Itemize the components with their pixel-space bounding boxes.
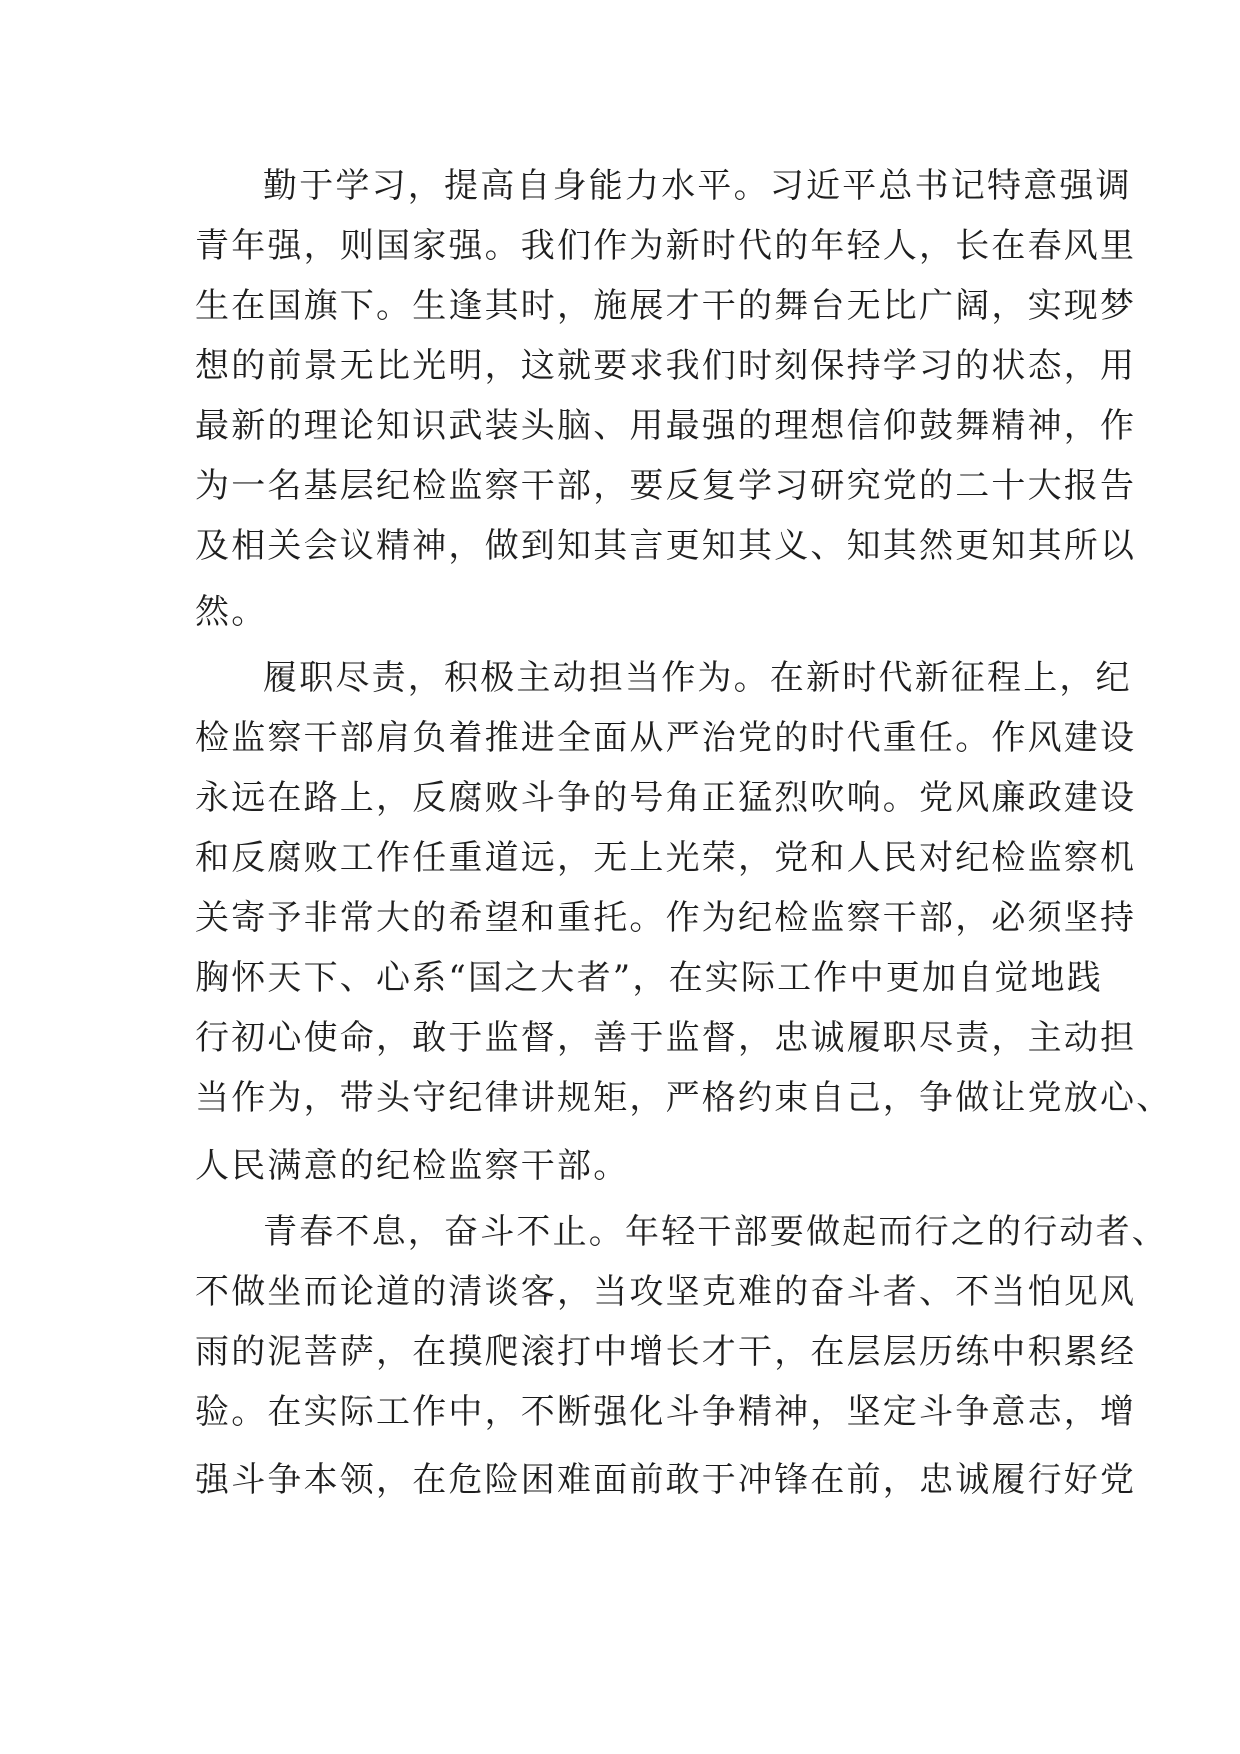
paragraph-1-line-7: 及相关会议精神，做到知其言更知其义、知其然更知其所以 — [195, 526, 1137, 566]
paragraph-1-line-4: 想的前景无比光明，这就要求我们时刻保持学习的状态，用 — [195, 346, 1137, 386]
paragraph-2-line-2: 检监察干部肩负着推进全面从严治党的时代重任。作风建设 — [195, 718, 1137, 758]
paragraph-3-line-4: 验。在实际工作中，不断强化斗争精神，坚定斗争意志，增 — [195, 1392, 1137, 1432]
paragraph-2-line-5: 关寄予非常大的希望和重托。作为纪检监察干部，必须坚持 — [195, 898, 1137, 938]
paragraph-3-line-1: 青春不息，奋斗不止。年轻干部要做起而行之的行动者、 — [263, 1212, 1168, 1252]
paragraph-2-line-4: 和反腐败工作任重道远，无上光荣，党和人民对纪检监察机 — [195, 838, 1137, 878]
paragraph-3-line-5: 强斗争本领，在危险困难面前敢于冲锋在前，忠诚履行好党 — [195, 1460, 1137, 1500]
paragraph-1-line-8: 然。 — [195, 592, 268, 632]
paragraph-1-line-2: 青年强，则国家强。我们作为新时代的年轻人，长在春风里 — [195, 226, 1137, 266]
paragraph-1-line-6: 为一名基层纪检监察干部，要反复学习研究党的二十大报告 — [195, 466, 1137, 506]
paragraph-3-line-2: 不做坐而论道的清谈客，当攻坚克难的奋斗者、不当怕见风 — [195, 1272, 1137, 1312]
paragraph-2-line-1: 履职尽责，积极主动担当作为。在新时代新征程上，纪 — [263, 658, 1132, 698]
paragraph-1-line-5: 最新的理论知识武装头脑、用最强的理想信仰鼓舞精神，作 — [195, 406, 1137, 446]
paragraph-1-line-1: 勤于学习，提高自身能力水平。习近平总书记特意强调 — [263, 166, 1132, 206]
paragraph-1-line-3: 生在国旗下。生逢其时，施展才干的舞台无比广阔，实现梦 — [195, 286, 1137, 326]
paragraph-2-line-9: 人民满意的纪检监察干部。 — [195, 1146, 630, 1186]
paragraph-2-line-3: 永远在路上，反腐败斗争的号角正猛烈吹响。党风廉政建设 — [195, 778, 1137, 818]
paragraph-2-line-7: 行初心使命，敢于监督，善于监督，忠诚履职尽责，主动担 — [195, 1018, 1137, 1058]
paragraph-2-line-6: 胸怀天下、心系“国之大者”，在实际工作中更加自觉地践 — [195, 958, 1103, 998]
paragraph-2-line-8: 当作为，带头守纪律讲规矩，严格约束自己，争做让党放心、 — [195, 1078, 1173, 1118]
paragraph-3-line-3: 雨的泥菩萨，在摸爬滚打中增长才干，在层层历练中积累经 — [195, 1332, 1137, 1372]
